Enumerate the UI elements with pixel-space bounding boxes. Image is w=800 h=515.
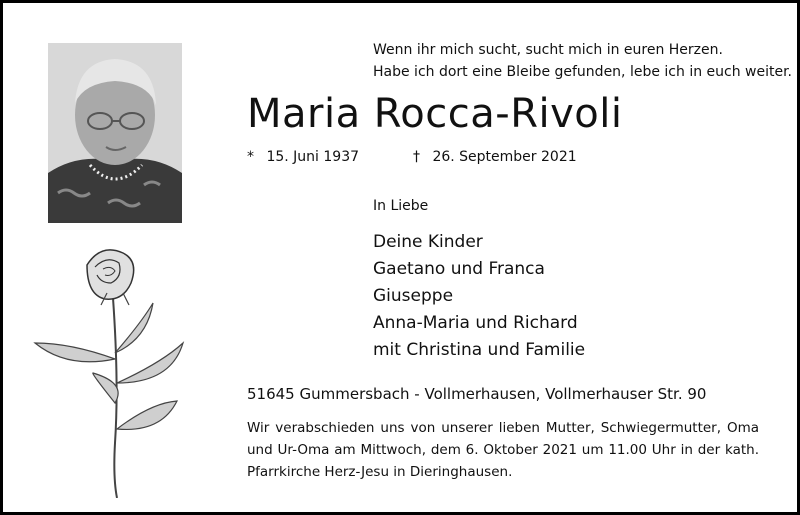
- birth-star-icon: *: [247, 149, 254, 165]
- birth-date: [247, 149, 397, 165]
- deceased-name: Maria Rocca-Rivoli: [247, 91, 623, 137]
- quote-line-1: Wenn ihr mich sucht, sucht mich in euren Herzen.: [373, 42, 723, 58]
- funeral-info: Wir verabschieden uns von unserer lieben Mutter, Schwiegermutter, Oma und Ur-Oma am Mittwoch, dem 6. Oktober 2021 um 11.00 Uhr in der kath. Pfarrkirche Herz-Jesu in Dieringhausen.: [247, 420, 759, 480]
- rose-illustration: [31, 243, 191, 498]
- death-date-text: 26. September 2021: [432, 149, 577, 165]
- family-list: [373, 229, 585, 364]
- family-line: mit Christina und Familie: [373, 340, 586, 360]
- greeting: In Liebe: [373, 198, 429, 214]
- portrait-photo: [48, 43, 182, 223]
- birth-date-text: 15. Juni 1937: [266, 149, 360, 165]
- portrait-illustration: [48, 43, 182, 223]
- quote-line-2: Habe ich dort eine Bleibe gefunden, lebe ich in euch weiter.: [373, 64, 793, 80]
- death-cross-icon: †: [413, 149, 420, 165]
- family-line: Giuseppe: [373, 286, 454, 306]
- family-line: Deine Kinder: [373, 232, 483, 252]
- family-line: Anna-Maria und Richard: [373, 313, 578, 333]
- death-date: [413, 149, 613, 165]
- address: 51645 Gummersbach - Vollmerhausen, Vollmerhauser Str. 90: [247, 385, 707, 403]
- family-line: Gaetano und Franca: [373, 259, 545, 279]
- memorial-quote: [373, 39, 792, 83]
